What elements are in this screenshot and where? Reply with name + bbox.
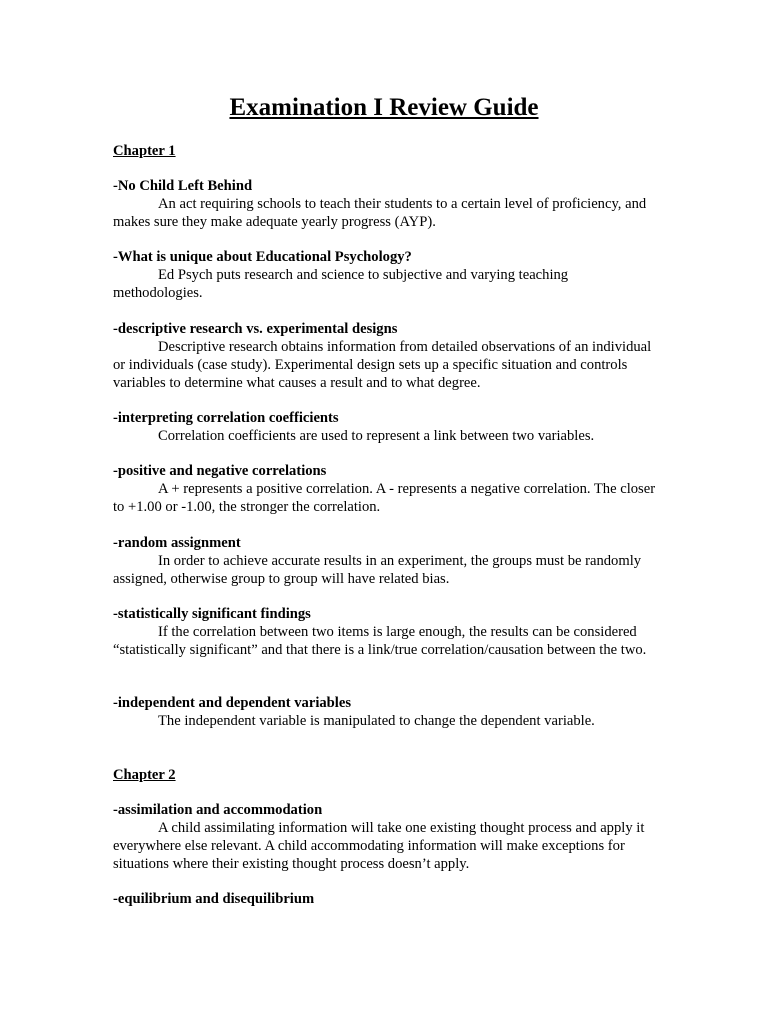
term-heading: -statistically significant findings bbox=[113, 606, 311, 622]
term-heading: -random assignment bbox=[113, 535, 241, 551]
term-heading: -No Child Left Behind bbox=[113, 178, 253, 194]
term-definition: An act requiring schools to teach their students to a certain level of proficiency, and makes sure they make adequate yearly progress (AYP). bbox=[113, 196, 647, 230]
term-heading: -interpreting correlation coefficients bbox=[113, 410, 339, 426]
term-heading: -positive and negative correlations bbox=[113, 463, 327, 479]
term-heading: -What is unique about Educational Psychology? bbox=[113, 249, 412, 265]
term-definition: The independent variable is manipulated to change the dependent variable. bbox=[158, 713, 595, 729]
term-definition: In order to achieve accurate results in an experiment, the groups must be randomly assigned, otherwise group to group will have related bias. bbox=[113, 553, 642, 587]
term-heading: -independent and dependent variables bbox=[113, 695, 352, 711]
term-heading: -descriptive research vs. experimental designs bbox=[113, 321, 398, 337]
term-definition: Descriptive research obtains information from detailed observations of an individual or individuals (case study). Experimental design sets up a specific situation and controls variables to determine what causes a result and to what degree. bbox=[113, 339, 652, 391]
term-heading: -assimilation and accommodation bbox=[113, 802, 323, 818]
document-title: Examination I Review Guide bbox=[229, 94, 539, 121]
term-definition: If the correlation between two items is large enough, the results can be considered “statistically significant” and that there is a link/true correlation/causation between the two. bbox=[113, 624, 647, 658]
term-heading: -equilibrium and disequilibrium bbox=[113, 891, 315, 907]
term-definition: A child assimilating information will take one existing thought process and apply it everywhere else relevant. A child accommodating information will make exceptions for situations where their existing thought process doesn’t apply. bbox=[113, 820, 645, 872]
chapter-heading: Chapter 1 bbox=[113, 143, 176, 159]
chapter-heading: Chapter 2 bbox=[113, 767, 176, 783]
term-definition: Ed Psych puts research and science to subjective and varying teaching methodologies. bbox=[113, 267, 569, 301]
term-definition: A + represents a positive correlation. A - represents a negative correlation. The closer to +1.00 or -1.00, the stronger the correlation. bbox=[113, 481, 656, 515]
term-definition: Correlation coefficients are used to represent a link between two variables. bbox=[158, 428, 595, 444]
